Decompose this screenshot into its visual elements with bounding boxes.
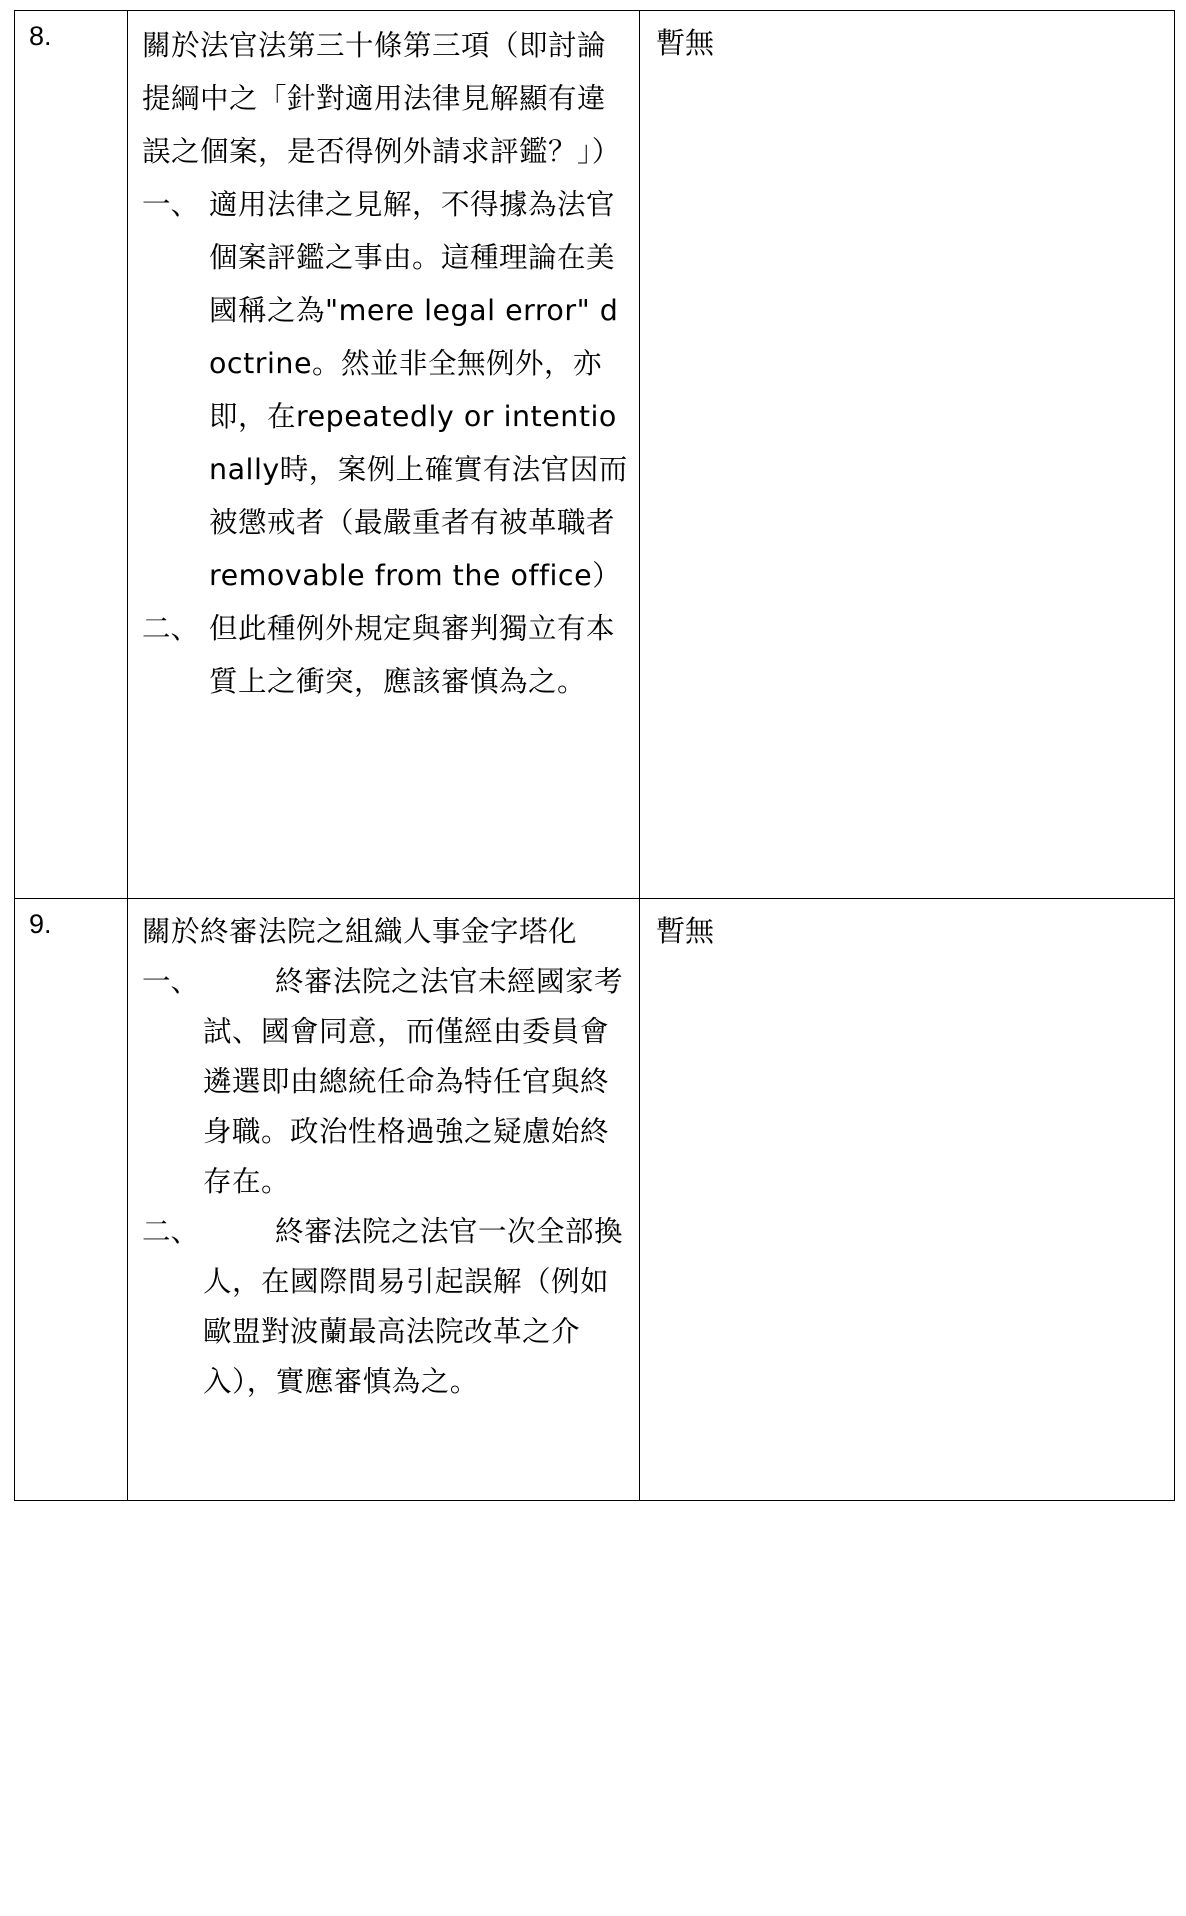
row-description	[128, 11, 640, 899]
list-marker: 二、	[142, 612, 200, 645]
table-row	[15, 11, 1175, 899]
list-item	[142, 178, 629, 602]
table-row	[15, 899, 1175, 1501]
row-note: 暫無	[640, 11, 1175, 899]
list-item	[142, 1207, 629, 1407]
list-marker: 一、	[142, 188, 200, 221]
row-number: 8.	[15, 11, 128, 899]
row-description	[128, 899, 640, 1501]
list-marker: 一、	[142, 965, 200, 998]
list-item-text: 終審法院之法官一次全部換人，在國際間易引起誤解（例如歐盟對波蘭最高法院改革之介入），實應審慎為之。	[203, 1215, 624, 1398]
list-marker: 二、	[142, 1215, 200, 1248]
proposal-table	[14, 10, 1175, 1501]
row-note: 暫無	[640, 899, 1175, 1501]
list-item	[142, 957, 629, 1207]
row-heading: 關於終審法院之組織人事金字塔化	[142, 915, 578, 948]
list-item-text-wrap	[203, 1207, 629, 1407]
list-item-text: 終審法院之法官未經國家考試、國會同意，而僅經由委員會遴選即由總統任命為特任官與終身職。政治性格過強之疑慮始終存在。	[203, 965, 624, 1198]
list-item-text-wrap	[203, 957, 629, 1207]
row-heading: 關於法官法第三十條第三項（即討論提綱中之「針對適用法律見解顯有違誤之個案，是否得例外請求評鑑？」）	[142, 29, 621, 168]
row-number: 9.	[15, 899, 128, 1501]
list-item	[142, 602, 629, 708]
list-item-text: 適用法律之見解，不得據為法官個案評鑑之事由。這種理論在美國稱之為"mere legal error" doctrine。然並非全無例外，亦即，在repeatedly or intentionally時，案例上確實有法官因而被懲戒者（最嚴重者有被革職者 removable from the office）	[209, 188, 628, 592]
list-item-text: 但此種例外規定與審判獨立有本質上之衝突，應該審慎為之。	[209, 612, 616, 698]
